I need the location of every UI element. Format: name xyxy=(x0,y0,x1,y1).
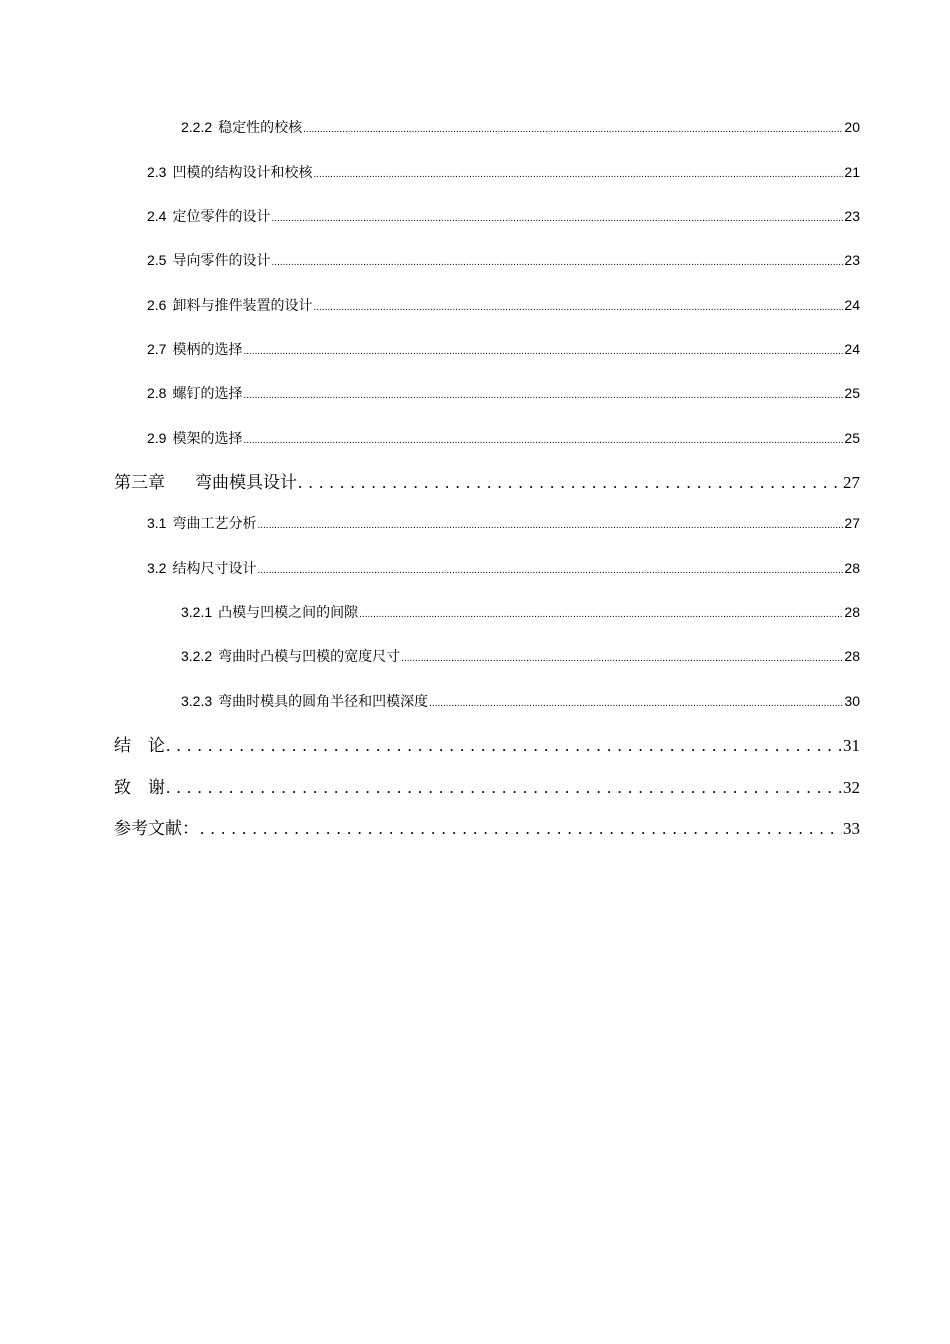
toc-entry-title: 导向零件的设计 xyxy=(172,252,271,268)
toc-entry-references[interactable] xyxy=(114,817,860,841)
toc-leader-dots xyxy=(401,646,843,669)
toc-leader-dots xyxy=(257,558,843,581)
toc-entry-title: 弯曲时凸模与凹模的宽度尺寸 xyxy=(218,648,401,664)
toc-leader-dots xyxy=(271,206,843,229)
toc-leader-dots xyxy=(313,162,843,185)
toc-entry-title: 参考文献： xyxy=(114,819,199,838)
toc-entry-page: 20 xyxy=(844,119,860,135)
toc-entry-number: 2.9 xyxy=(147,430,167,446)
toc-entry-2-6[interactable] xyxy=(147,295,860,315)
toc-entry-number: 2.2.2 xyxy=(181,119,213,135)
toc-entry-2-4[interactable] xyxy=(147,206,860,226)
toc-entry-2-2-2[interactable] xyxy=(181,117,860,137)
toc-leader-dots xyxy=(200,817,842,841)
toc-entry-page: 27 xyxy=(843,473,860,492)
toc-entry-3-2-2[interactable] xyxy=(181,646,860,666)
toc-entry-3-2[interactable] xyxy=(147,558,860,578)
toc-leader-dots xyxy=(166,734,842,758)
toc-entry-title: 稳定性的校核 xyxy=(218,119,303,135)
toc-entry-page: 25 xyxy=(844,430,860,446)
toc-entry-page: 24 xyxy=(844,341,860,357)
toc-entry-page: 30 xyxy=(844,693,860,709)
toc-leader-dots xyxy=(271,250,843,273)
toc-entry-page: 21 xyxy=(844,164,860,180)
toc-entry-number: 2.7 xyxy=(147,341,167,357)
toc-entry-number: 第三章 xyxy=(114,473,165,492)
toc-entry-title: 结 论 xyxy=(114,736,165,755)
toc-leader-dots xyxy=(257,513,843,536)
toc-leader-dots xyxy=(298,471,842,495)
toc-entry-title: 模架的选择 xyxy=(172,430,243,446)
toc-entry-page: 25 xyxy=(844,385,860,401)
toc-entry-page: 32 xyxy=(843,778,860,797)
toc-entry-title: 弯曲工艺分析 xyxy=(172,515,257,531)
toc-entry-number: 3.2.3 xyxy=(181,693,213,709)
toc-entry-number: 2.8 xyxy=(147,385,167,401)
toc-leader-dots xyxy=(243,383,843,406)
toc-entry-chapter-3[interactable] xyxy=(114,471,860,495)
toc-entry-number: 2.3 xyxy=(147,164,167,180)
toc-entry-page: 28 xyxy=(844,648,860,664)
toc-leader-dots xyxy=(243,428,843,451)
toc-entry-2-3[interactable] xyxy=(147,162,860,182)
toc-entry-title: 结构尺寸设计 xyxy=(172,560,257,576)
toc-leader-dots xyxy=(166,776,842,800)
toc-entry-title: 螺钉的选择 xyxy=(172,385,243,401)
toc-entry-conclusion[interactable] xyxy=(114,734,860,758)
toc-leader-dots xyxy=(429,691,843,714)
toc-entry-page: 28 xyxy=(844,560,860,576)
toc-entry-page: 23 xyxy=(844,208,860,224)
toc-entry-title: 弯曲模具设计 xyxy=(195,473,297,492)
toc-entry-title: 凸模与凹模之间的间隙 xyxy=(218,604,359,620)
toc-entry-2-7[interactable] xyxy=(147,339,860,359)
toc-entry-title: 模柄的选择 xyxy=(172,341,243,357)
toc-entry-2-5[interactable] xyxy=(147,250,860,270)
toc-entry-number: 2.5 xyxy=(147,252,167,268)
toc-entry-3-1[interactable] xyxy=(147,513,860,533)
toc-entry-number: 3.2.2 xyxy=(181,648,213,664)
toc-entry-page: 27 xyxy=(844,515,860,531)
toc-entry-page: 28 xyxy=(844,604,860,620)
toc-entry-number: 3.1 xyxy=(147,515,167,531)
toc-leader-dots xyxy=(303,117,843,140)
toc-entry-title: 定位零件的设计 xyxy=(172,208,271,224)
toc-entry-title: 弯曲时模具的圆角半径和凹模深度 xyxy=(218,693,429,709)
toc-leader-dots xyxy=(313,295,843,318)
toc-entry-2-8[interactable] xyxy=(147,383,860,403)
toc-entry-acknowledgements[interactable] xyxy=(114,776,860,800)
toc-leader-dots xyxy=(243,339,843,362)
toc-entry-page: 31 xyxy=(843,736,860,755)
toc-leader-dots xyxy=(359,602,843,625)
toc-entry-title: 卸料与推件装置的设计 xyxy=(172,297,313,313)
toc-entry-3-2-1[interactable] xyxy=(181,602,860,622)
toc-entry-number: 2.4 xyxy=(147,208,167,224)
toc-entry-number: 3.2.1 xyxy=(181,604,213,620)
toc-entry-number: 2.6 xyxy=(147,297,167,313)
toc-entry-title: 凹模的结构设计和校核 xyxy=(172,164,313,180)
toc-entry-3-2-3[interactable] xyxy=(181,691,860,711)
toc-entry-2-9[interactable] xyxy=(147,428,860,448)
toc-entry-page: 33 xyxy=(843,819,860,838)
toc-entry-title: 致 谢 xyxy=(114,778,165,797)
toc-entry-number: 3.2 xyxy=(147,560,167,576)
toc-entry-page: 23 xyxy=(844,252,860,268)
toc-entry-page: 24 xyxy=(844,297,860,313)
